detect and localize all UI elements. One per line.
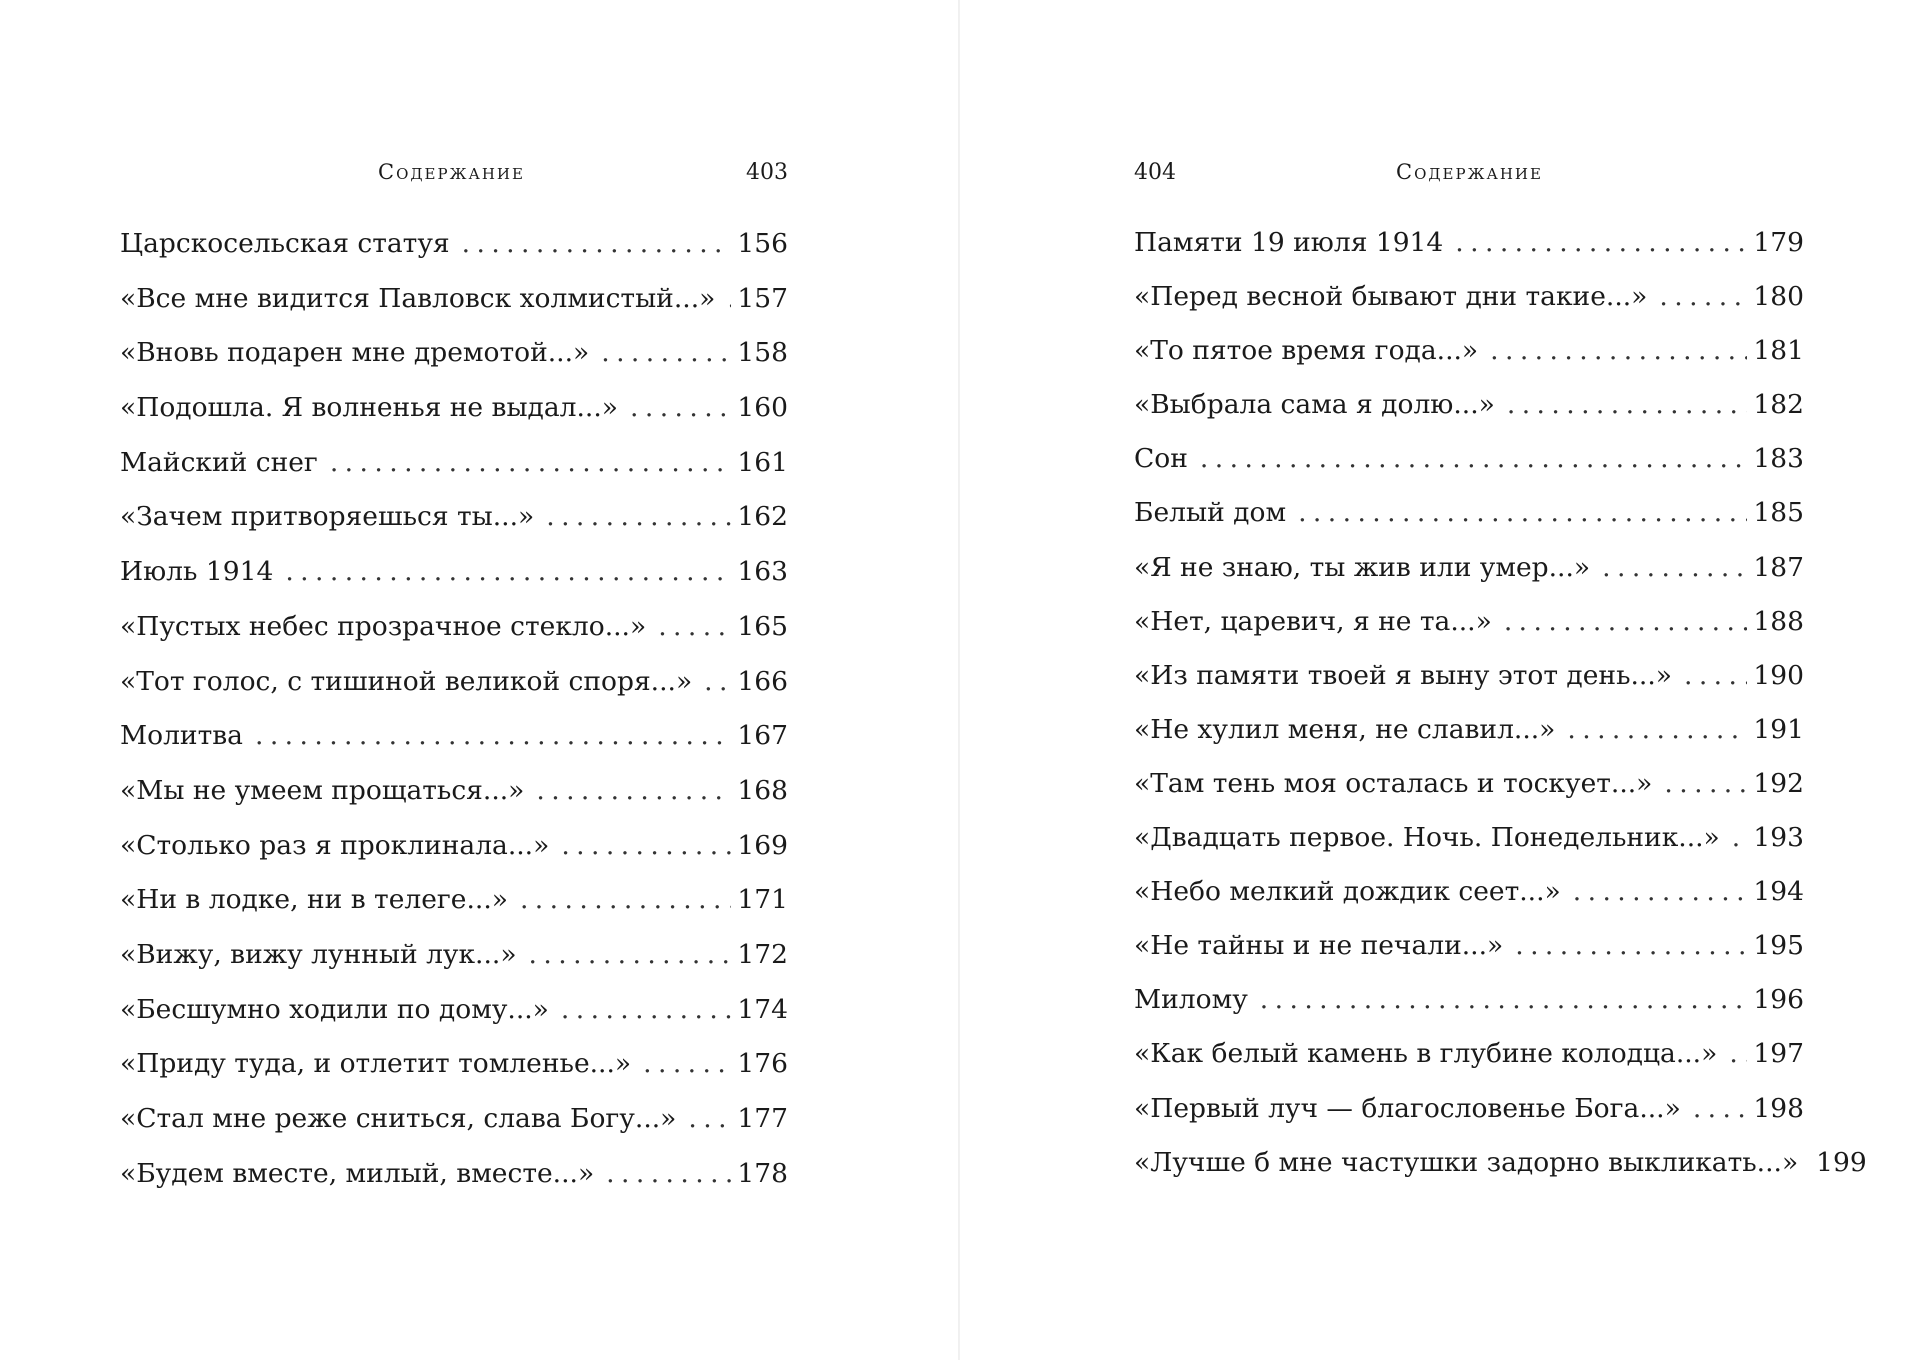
toc-entry — [1134, 389, 1804, 443]
toc-entry — [1134, 497, 1804, 551]
toc-entry-title: «Приду туда, и отлетит томленье...» — [120, 1048, 632, 1080]
toc-entry — [120, 830, 788, 885]
toc-entry-title: «Будем вместе, милый, вместе...» — [120, 1157, 595, 1189]
toc-entry-page: 168 — [737, 774, 788, 806]
dot-leader — [1732, 822, 1748, 853]
toc-entry-title: «Как белый камень в глубине колодца...» — [1134, 1038, 1718, 1070]
toc-entry-title: «Не хулил меня, не славил...» — [1134, 713, 1556, 745]
dot-leader — [1490, 335, 1747, 366]
toc-entry — [120, 501, 788, 556]
toc-entry — [120, 228, 788, 283]
toc-entry-page: 185 — [1753, 497, 1804, 529]
dot-leader — [601, 337, 731, 368]
toc-entry — [1134, 984, 1804, 1038]
dot-leader — [529, 939, 732, 970]
dot-leader — [520, 884, 731, 915]
toc-entry — [1134, 335, 1804, 389]
toc-entry-title: Молитва — [120, 720, 243, 752]
toc-entry-page: 179 — [1753, 227, 1804, 258]
toc-entry-page: 176 — [737, 1048, 788, 1080]
table-of-contents — [1134, 227, 1867, 1201]
dot-leader — [255, 720, 731, 751]
toc-entry-title: «Зачем притворяешься ты...» — [120, 501, 535, 533]
toc-entry-page: 180 — [1753, 281, 1804, 313]
toc-entry — [120, 1048, 788, 1103]
toc-entry-page: 163 — [737, 556, 788, 588]
dot-leader — [1664, 768, 1747, 799]
dot-leader — [704, 666, 731, 697]
toc-entry-page: 171 — [737, 884, 788, 916]
toc-entry-title: «То пятое время года...» — [1134, 335, 1479, 367]
toc-entry-title: «Все мне видится Павловск холмистый...» — [120, 282, 716, 314]
toc-entry — [1134, 876, 1804, 930]
toc-entry — [1134, 1093, 1804, 1147]
toc-entry-title: «Выбрала сама я долю...» — [1134, 389, 1495, 421]
toc-entry-page: 190 — [1753, 659, 1804, 691]
toc-entry-page: 199 — [1816, 1146, 1867, 1178]
toc-entry — [1134, 714, 1804, 768]
toc-entry — [120, 666, 788, 721]
dot-leader — [1573, 876, 1748, 907]
dot-leader — [536, 775, 731, 806]
toc-entry-page: 191 — [1753, 713, 1804, 745]
toc-entry-page: 161 — [737, 446, 788, 478]
dot-leader — [630, 392, 731, 423]
toc-entry-page: 160 — [737, 392, 788, 424]
dot-leader — [1729, 1038, 1747, 1069]
toc-entry-page: 167 — [737, 720, 788, 752]
page-number: 403 — [746, 160, 788, 185]
toc-entry-title: «Мы не умеем прощаться...» — [120, 774, 525, 806]
toc-entry — [1134, 930, 1804, 984]
dot-leader — [688, 1103, 731, 1134]
toc-entry-title: «Там тень моя осталась и тоскует...» — [1134, 767, 1653, 799]
toc-entry-title: Июль 1914 — [120, 556, 274, 588]
toc-entry — [1134, 281, 1804, 335]
running-head-right — [1134, 160, 1804, 192]
dot-leader — [285, 556, 731, 587]
dot-leader — [727, 283, 731, 314]
toc-entry — [120, 775, 788, 830]
toc-entry-title: «Первый луч — благословенье Бога...» — [1134, 1092, 1681, 1124]
running-title: Содержание — [1396, 160, 1543, 184]
toc-entry-title: «Стал мне реже сниться, слава Богу...» — [120, 1103, 677, 1134]
toc-entry — [1134, 552, 1804, 606]
toc-entry — [120, 884, 788, 939]
toc-entry — [120, 994, 788, 1049]
toc-entry-title: «Нет, царевич, я не та...» — [1134, 605, 1492, 637]
toc-entry — [1134, 660, 1804, 714]
toc-entry — [1134, 443, 1804, 497]
toc-entry-title: Сон — [1134, 443, 1188, 475]
toc-entry — [1134, 1038, 1804, 1092]
toc-entry-page: 174 — [737, 993, 788, 1025]
dot-leader — [1515, 930, 1747, 961]
toc-entry — [1134, 606, 1804, 660]
toc-entry — [1134, 227, 1804, 281]
toc-entry-title: Памяти 19 июля 1914 — [1134, 227, 1444, 258]
toc-entry-title: «Небо мелкий дождик сеет...» — [1134, 876, 1561, 908]
toc-entry-page: 162 — [737, 501, 788, 533]
toc-entry — [120, 939, 788, 994]
dot-leader — [1504, 606, 1748, 637]
dot-leader — [1659, 281, 1747, 312]
toc-entry — [120, 283, 788, 338]
toc-entry — [120, 1158, 788, 1213]
toc-entry-page: 192 — [1753, 767, 1804, 799]
book-gutter — [958, 0, 960, 1360]
dot-leader — [1298, 497, 1747, 528]
toc-entry-title: Майский снег — [120, 446, 318, 478]
toc-entry-title: «Ни в лодке, ни в телеге...» — [120, 884, 508, 916]
toc-entry — [1134, 768, 1804, 822]
left-page — [120, 0, 788, 1360]
toc-entry — [120, 556, 788, 611]
toc-entry-title: «Не тайны и не печали...» — [1134, 930, 1504, 962]
toc-entry-page: 194 — [1753, 876, 1804, 908]
dot-leader — [1602, 552, 1747, 583]
toc-entry — [1134, 822, 1804, 876]
toc-entry-page: 158 — [737, 337, 788, 369]
toc-entry-page: 182 — [1753, 389, 1804, 421]
dot-leader — [1455, 227, 1747, 258]
dot-leader — [1693, 1093, 1748, 1124]
toc-entry — [120, 611, 788, 666]
toc-entry — [120, 337, 788, 392]
toc-entry-page: 165 — [737, 610, 788, 642]
toc-entry-page: 193 — [1753, 822, 1804, 854]
toc-entry-page: 172 — [737, 938, 788, 970]
page-number: 404 — [1134, 160, 1176, 185]
toc-entry-title: «Пустых небес прозрачное стекло...» — [120, 610, 647, 642]
toc-entry-title: «Столько раз я проклинала...» — [120, 829, 550, 861]
running-head-left — [120, 160, 788, 192]
dot-leader — [561, 830, 731, 861]
toc-entry — [1134, 1146, 1867, 1201]
toc-entry — [120, 1103, 788, 1158]
dot-leader — [462, 228, 732, 259]
toc-entry-page: 157 — [737, 282, 788, 314]
toc-entry-page: 196 — [1753, 984, 1804, 1016]
dot-leader — [643, 1048, 731, 1079]
toc-entry-title: «Вновь подарен мне дремотой...» — [120, 337, 590, 369]
toc-entry-page: 195 — [1753, 930, 1804, 962]
toc-entry-page: 187 — [1753, 551, 1804, 583]
toc-entry — [120, 447, 788, 502]
toc-entry-page: 188 — [1753, 605, 1804, 637]
table-of-contents — [120, 228, 788, 1212]
toc-entry-title: «Бесшумно ходили по дому...» — [120, 993, 549, 1025]
toc-entry-title: «Подошла. Я волненья не выдал...» — [120, 392, 618, 424]
toc-entry-title: Белый дом — [1134, 497, 1287, 529]
toc-entry-page: 166 — [737, 665, 788, 697]
dot-leader — [1567, 714, 1747, 745]
dot-leader — [606, 1158, 731, 1189]
dot-leader — [546, 501, 731, 532]
dot-leader — [561, 994, 732, 1025]
toc-entry-page: 183 — [1753, 443, 1804, 475]
toc-entry-title: Милому — [1134, 984, 1248, 1016]
toc-entry-page: 156 — [737, 228, 788, 259]
toc-entry-title: «Перед весной бывают дни такие...» — [1134, 281, 1648, 313]
toc-entry-title: «Двадцать первое. Ночь. Понедельник...» — [1134, 822, 1720, 854]
toc-entry-title: «Тот голос, с тишиной великой споря...» — [120, 665, 693, 697]
toc-entry-page: 178 — [737, 1157, 788, 1189]
toc-entry-page: 198 — [1753, 1092, 1804, 1124]
toc-entry-page: 181 — [1753, 335, 1804, 367]
toc-entry-title: «Лучше б мне частушки задорно выкликать...» — [1134, 1146, 1799, 1178]
toc-entry-title: «Из памяти твоей я выну этот день...» — [1134, 659, 1672, 691]
dot-leader — [1507, 389, 1748, 420]
dot-leader — [1260, 984, 1748, 1015]
dot-leader — [330, 447, 732, 478]
toc-entry-title: Царскосельская статуя — [120, 228, 450, 259]
running-title: Содержание — [378, 160, 525, 184]
toc-entry-title: «Я не знаю, ты жив или умер...» — [1134, 551, 1591, 583]
toc-entry-page: 177 — [737, 1103, 788, 1134]
toc-entry-page: 197 — [1753, 1038, 1804, 1070]
toc-entry — [120, 392, 788, 447]
dot-leader — [658, 611, 731, 642]
toc-entry-page: 169 — [737, 829, 788, 861]
dot-leader — [1200, 443, 1748, 474]
right-page — [1134, 0, 1867, 1360]
toc-entry-title: «Вижу, вижу лунный лук...» — [120, 938, 517, 970]
dot-leader — [1684, 660, 1747, 691]
toc-entry — [120, 720, 788, 775]
